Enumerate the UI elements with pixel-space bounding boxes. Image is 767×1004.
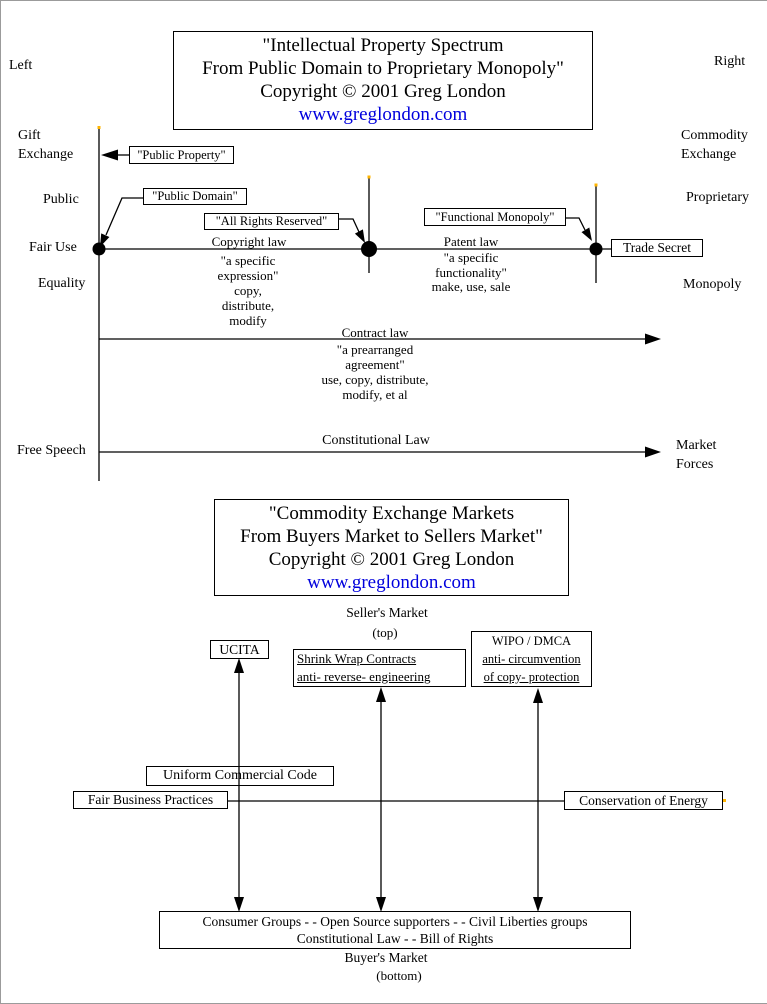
buyers-market-label: Buyer's Market (344, 950, 428, 965)
contract-detail-line: modify, et al (342, 387, 408, 402)
public-label: Public (43, 192, 79, 207)
greglondon-link[interactable]: www.greglondon.com (298, 104, 468, 125)
gift-exchange-label (18, 126, 73, 164)
constitutional-law-label: Constitutional Law (322, 433, 430, 448)
gift-exchange-line-1: Gift (18, 128, 41, 143)
patent-node-dot (590, 243, 603, 256)
commodity-exchange-line-1: Commodity (681, 128, 748, 143)
contract-law-label: Contract law (341, 325, 409, 340)
all-rights-connector (338, 219, 359, 232)
gift-exchange-line-2: Exchange (18, 147, 74, 162)
public-property-box: "Public Property" (129, 146, 234, 164)
wipo-dmca-box (471, 631, 592, 687)
patent-detail-line: make, use, sale (431, 279, 511, 294)
equality-label: Equality (38, 276, 86, 291)
market-title-line-1: "Commodity Exchange Markets (268, 503, 515, 524)
uniform-commercial-code-box: Uniform Commercial Code (146, 766, 334, 786)
copyright-detail-line: "a specific (220, 253, 276, 268)
patent-law-details (401, 251, 541, 295)
public-property-arrowhead (101, 150, 118, 161)
wipo-line-2: anti- circumvention (482, 652, 581, 666)
copyright-law-details (188, 253, 308, 328)
ip-title-copyright: Copyright © 2001 Greg London (260, 81, 506, 102)
copyright-node-dot (361, 241, 377, 257)
market-title-line-2: From Buyers Market to Sellers Market" (240, 526, 543, 547)
contract-detail-line: "a prearranged (336, 342, 414, 357)
line-end-tick (723, 799, 726, 802)
contract-detail-line: agreement" (345, 357, 405, 372)
ucita-arrowhead-down (234, 897, 244, 912)
free-speech-label: Free Speech (17, 443, 86, 458)
functional-monopoly-box: "Functional Monopoly" (424, 208, 566, 226)
shrink-wrap-line-2: anti- reverse- engineering (297, 669, 431, 684)
copyright-detail-line: distribute, (221, 298, 275, 313)
fair-business-practices-box: Fair Business Practices (73, 791, 228, 809)
top-note-label: (top) (372, 625, 398, 640)
wipo-arrowhead-up (533, 688, 543, 703)
copyright-detail-line: modify (229, 313, 267, 328)
right-label: Right (714, 54, 746, 69)
contract-law-arrowhead (645, 334, 661, 345)
conservation-of-energy-box: Conservation of Energy (564, 791, 723, 810)
market-forces-label (676, 436, 716, 474)
ip-title-line-2: From Public Domain to Proprietary Monopoly" (202, 58, 564, 79)
all-rights-arrowhead (355, 229, 365, 243)
sellers-market-label: Seller's Market (346, 605, 428, 620)
buyers-coalition-box (159, 911, 631, 949)
shrink-wrap-box (293, 649, 466, 687)
patent-law-label: Patent law (443, 234, 499, 249)
market-forces-line-2: Forces (676, 457, 714, 472)
copyright-law-label: Copyright law (211, 234, 287, 249)
commodity-exchange-line-2: Exchange (681, 147, 737, 162)
line-end-tick (98, 126, 101, 129)
public-domain-connector (106, 198, 143, 235)
coalition-line-2: Constitutional Law - - Bill of Rights (296, 931, 494, 946)
patent-detail-line: functionality" (435, 264, 507, 280)
proprietary-label: Proprietary (686, 190, 749, 205)
ip-title-line-1: "Intellectual Property Spectrum (262, 35, 504, 56)
coalition-line-1: Consumer Groups - - Open Source supporters - - Civil Liberties groups (202, 914, 588, 929)
constitutional-law-arrowhead (645, 447, 661, 458)
public-domain-box: "Public Domain" (143, 188, 247, 205)
line-end-tick (595, 184, 598, 187)
public-domain-arrowhead (100, 233, 109, 247)
shrinkwrap-arrowhead-up (376, 687, 386, 702)
market-title-copyright: Copyright © 2001 Greg London (268, 549, 515, 570)
trade-secret-box: Trade Secret (611, 239, 703, 257)
wipo-line-3: of copy- protection (483, 670, 580, 684)
bottom-note-label: (bottom) (376, 968, 422, 983)
wipo-line-1: WIPO / DMCA (491, 634, 572, 648)
contract-law-details (303, 342, 447, 402)
functional-monopoly-arrowhead (582, 228, 593, 242)
copyright-detail-line: copy, (234, 283, 262, 298)
patent-detail-line: "a specific (443, 250, 499, 265)
commodity-markets-title-box (214, 499, 569, 596)
shrinkwrap-arrowhead-down (376, 897, 386, 912)
contract-detail-line: use, copy, distribute, (321, 372, 429, 387)
left-label: Left (9, 58, 33, 73)
all-rights-reserved-box: "All Rights Reserved" (204, 213, 339, 230)
ucita-arrowhead-up (234, 658, 244, 673)
fair-use-node-dot (93, 243, 106, 256)
functional-monopoly-connector (566, 218, 585, 230)
line-end-tick (368, 176, 371, 179)
ip-spectrum-title-box (173, 31, 593, 130)
monopoly-label: Monopoly (683, 277, 742, 292)
wipo-arrowhead-down (533, 897, 543, 912)
ucita-box: UCITA (210, 640, 269, 659)
shrink-wrap-line-1: Shrink Wrap Contracts (297, 651, 417, 666)
greglondon-link[interactable]: www.greglondon.com (307, 572, 476, 593)
commodity-exchange-label (681, 126, 748, 164)
copyright-detail-line: expression" (217, 268, 279, 283)
market-forces-line-1: Market (676, 438, 717, 453)
fair-use-label: Fair Use (29, 240, 77, 255)
